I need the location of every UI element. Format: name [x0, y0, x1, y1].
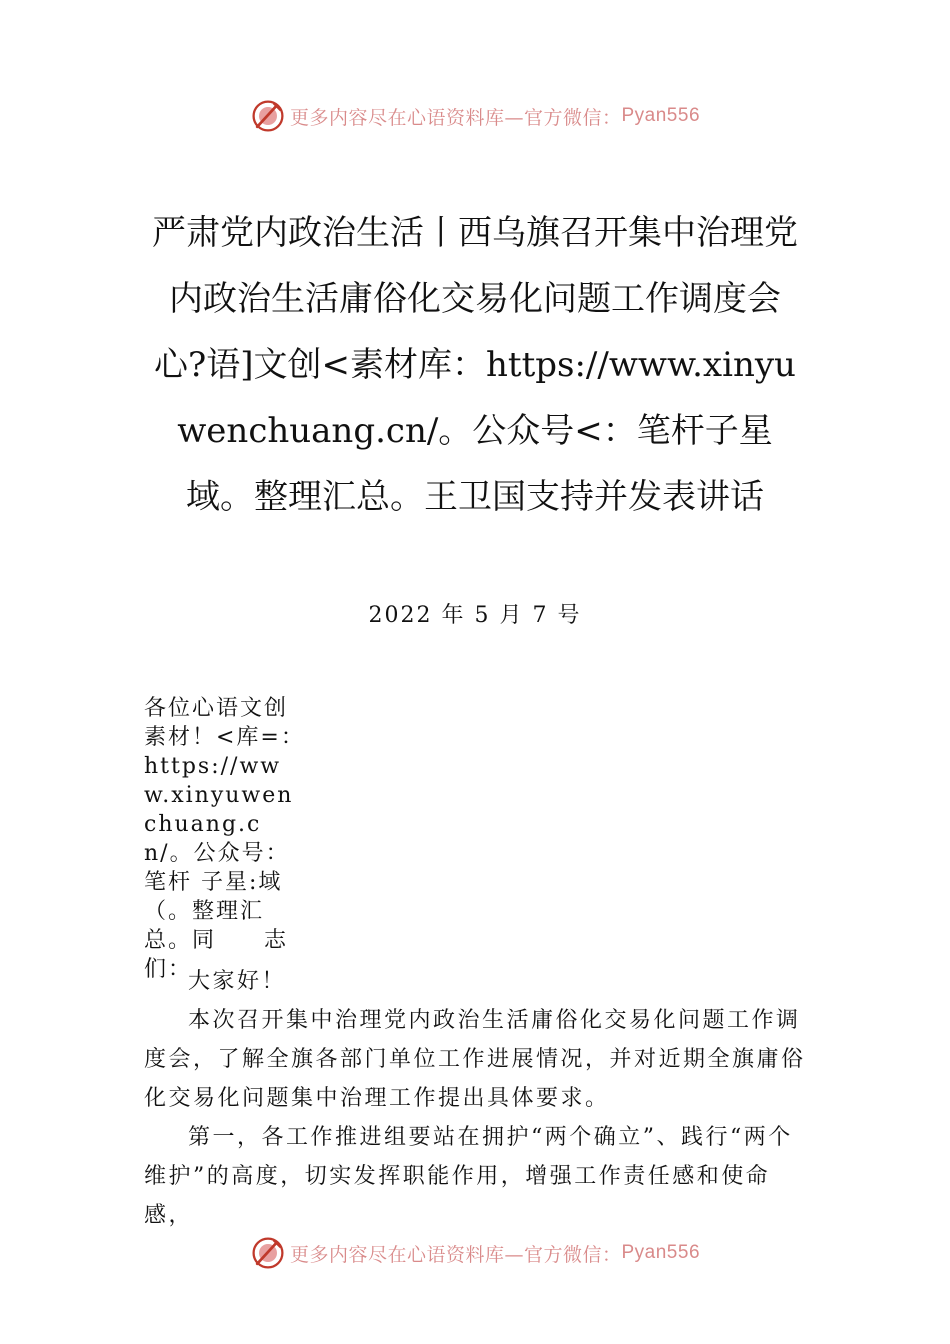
pen-seal-icon: [250, 1235, 286, 1271]
watermark-text: 更多内容尽在心语资料库—官方微信：: [289, 1243, 622, 1266]
watermark-header: [0, 96, 950, 136]
watermark-footer: [0, 1233, 950, 1273]
body-paragraph: 本次召开集中治理党内政治生活庸俗化交易化问题工作调度会，了解全旗各部门单位工作进展情况，并对近期全旗庸俗化交易化问题集中治理工作提出具体要求。: [144, 1008, 806, 1111]
watermark-text: 更多内容尽在心语资料库—官方微信：: [289, 106, 622, 129]
body-paragraph: 大家好！: [188, 969, 287, 994]
body-paragraph: 第一，各工作推进组要站在拥护“两个确立”、践行“两个维护”的高度，切实发挥职能作用，增强工作责任感和使命感，: [144, 1125, 793, 1228]
salutation-block: 各位心语文创素材！<库=： https://www.xinyuwenchuang.cn/。公众号：笔杆 子星:域（。整理汇总。同 志们：: [144, 696, 318, 982]
watermark-wechat-id: Pyan556: [621, 1242, 701, 1263]
document-body: [144, 962, 812, 1235]
watermark-wechat-id: Pyan556: [621, 105, 701, 126]
document-date: 2022 年 5 月 7 号: [368, 603, 582, 628]
document-title: 严肃党内政治生活丨西乌旗召开集中治理党内政治生活庸俗化交易化问题工作调度会 心?语]文创<素材库：https://www.xinyuwenchuang.cn/。公众号<：笔杆子星域。整理汇总。王卫国支持并发表讲话: [152, 213, 815, 517]
pen-seal-icon: [250, 98, 286, 134]
